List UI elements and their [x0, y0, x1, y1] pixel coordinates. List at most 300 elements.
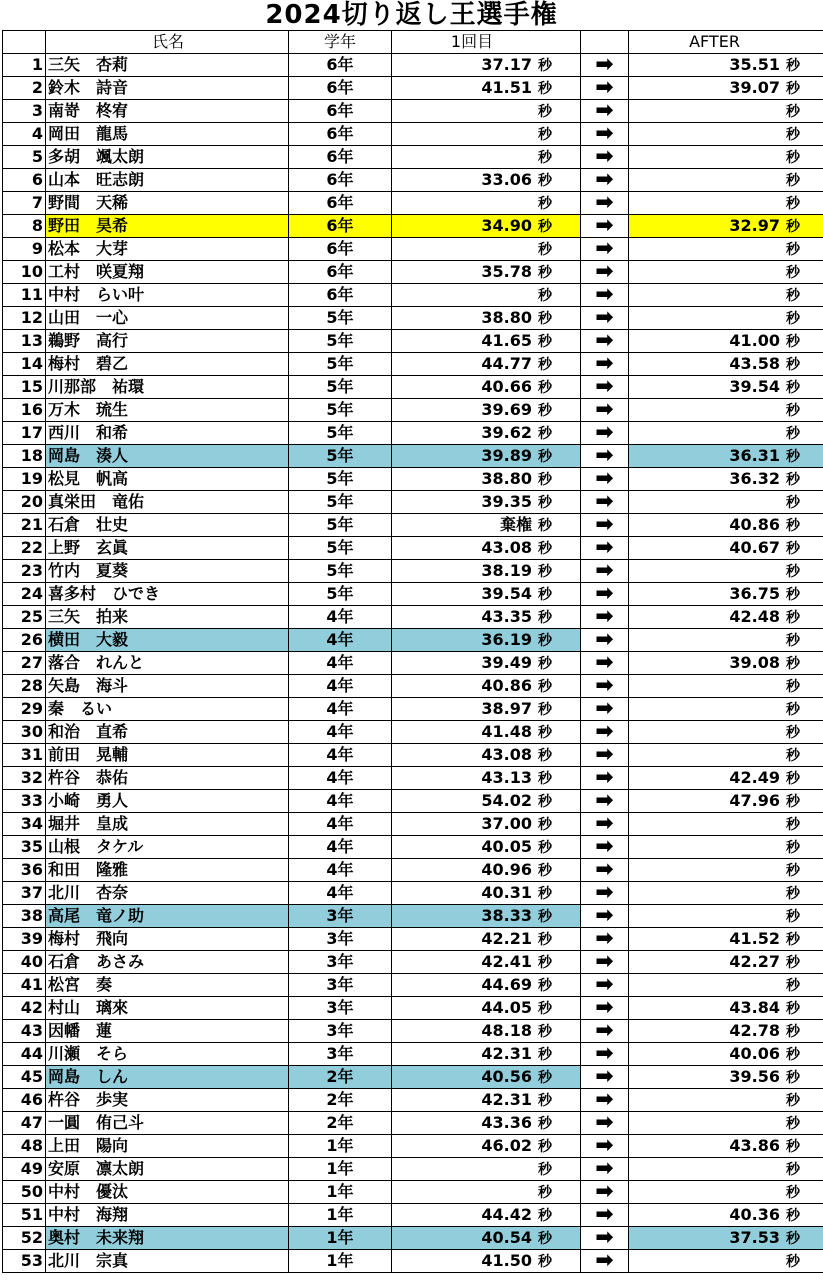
grade-cell: 4年	[289, 790, 392, 813]
arrow-icon: ➡	[581, 215, 629, 238]
first-time-value: 54.02	[481, 790, 532, 810]
arrow-icon: ➡	[581, 974, 629, 997]
athlete-name: 野田 昊希	[46, 215, 289, 238]
table-row	[3, 146, 823, 169]
seconds-unit: 秒	[786, 310, 800, 327]
athlete-name: 村山 璃來	[46, 997, 289, 1020]
after-time-value: 40.67	[729, 537, 780, 557]
row-number: 53	[3, 1250, 46, 1273]
table-row	[3, 905, 823, 928]
first-time-value: 40.54	[481, 1227, 532, 1247]
first-time-cell	[392, 928, 581, 951]
seconds-unit: 秒	[538, 517, 552, 534]
after-time-cell	[629, 1066, 823, 1089]
grade-cell: 5年	[289, 353, 392, 376]
table-row	[3, 468, 823, 491]
seconds-unit: 秒	[786, 1230, 800, 1247]
seconds-unit: 秒	[538, 310, 552, 327]
after-time-cell	[629, 1181, 823, 1204]
arrow-icon: ➡	[581, 100, 629, 123]
seconds-unit: 秒	[786, 425, 800, 442]
after-time-cell	[629, 537, 823, 560]
after-time-cell	[629, 215, 823, 238]
first-time-cell	[392, 445, 581, 468]
arrow-icon: ➡	[581, 675, 629, 698]
first-time-cell	[392, 813, 581, 836]
after-time-cell	[629, 353, 823, 376]
first-time-value: 35.78	[481, 261, 532, 281]
first-time-cell	[392, 77, 581, 100]
after-time-value: 39.54	[729, 376, 780, 396]
after-time-cell	[629, 1020, 823, 1043]
seconds-unit: 秒	[538, 885, 552, 902]
table-row	[3, 629, 823, 652]
grade-cell: 5年	[289, 307, 392, 330]
table-row	[3, 1020, 823, 1043]
athlete-name: 堀井 皇成	[46, 813, 289, 836]
row-number: 23	[3, 560, 46, 583]
row-number: 30	[3, 721, 46, 744]
athlete-name: 上田 陽向	[46, 1135, 289, 1158]
results-table	[2, 30, 823, 1273]
after-time-cell	[629, 77, 823, 100]
seconds-unit: 秒	[538, 241, 552, 258]
seconds-unit: 秒	[786, 356, 800, 373]
seconds-unit: 秒	[786, 816, 800, 833]
first-time-cell	[392, 1112, 581, 1135]
first-time-value: 42.41	[481, 951, 532, 971]
arrow-icon: ➡	[581, 123, 629, 146]
grade-cell: 1年	[289, 1227, 392, 1250]
after-time-cell	[629, 767, 823, 790]
arrow-icon: ➡	[581, 629, 629, 652]
arrow-icon: ➡	[581, 1020, 629, 1043]
first-time-cell	[392, 905, 581, 928]
first-time-value: 40.31	[481, 882, 532, 902]
arrow-icon: ➡	[581, 767, 629, 790]
seconds-unit: 秒	[786, 195, 800, 212]
grade-cell: 2年	[289, 1066, 392, 1089]
after-time-value: 36.31	[729, 445, 780, 465]
seconds-unit: 秒	[786, 747, 800, 764]
first-time-value: 39.69	[481, 399, 532, 419]
seconds-unit: 秒	[538, 333, 552, 350]
athlete-name: 山田 一心	[46, 307, 289, 330]
grade-cell: 1年	[289, 1250, 392, 1273]
after-time-cell	[629, 284, 823, 307]
first-time-value: 39.35	[481, 491, 532, 511]
arrow-icon: ➡	[581, 1158, 629, 1181]
row-number: 51	[3, 1204, 46, 1227]
athlete-name: 山本 旺志朗	[46, 169, 289, 192]
seconds-unit: 秒	[538, 678, 552, 695]
first-time-value: 44.05	[481, 997, 532, 1017]
athlete-name: 因幡 蓮	[46, 1020, 289, 1043]
first-time-cell	[392, 882, 581, 905]
grade-cell: 6年	[289, 54, 392, 77]
table-row	[3, 491, 823, 514]
first-time-value: 33.06	[481, 169, 532, 189]
after-time-cell	[629, 560, 823, 583]
arrow-icon: ➡	[581, 1112, 629, 1135]
first-time-cell	[392, 629, 581, 652]
athlete-name: 中村 優汰	[46, 1181, 289, 1204]
row-number: 49	[3, 1158, 46, 1181]
seconds-unit: 秒	[538, 494, 552, 511]
grade-cell: 6年	[289, 123, 392, 146]
first-time-value: 43.08	[481, 537, 532, 557]
arrow-icon: ➡	[581, 652, 629, 675]
grade-cell: 4年	[289, 859, 392, 882]
seconds-unit: 秒	[786, 586, 800, 603]
grade-cell: 5年	[289, 514, 392, 537]
arrow-icon: ➡	[581, 744, 629, 767]
arrow-icon: ➡	[581, 422, 629, 445]
header-no	[3, 31, 46, 54]
first-time-cell	[392, 54, 581, 77]
athlete-name: 中村 海翔	[46, 1204, 289, 1227]
first-time-cell	[392, 1043, 581, 1066]
seconds-unit: 秒	[786, 517, 800, 534]
row-number: 45	[3, 1066, 46, 1089]
arrow-icon: ➡	[581, 514, 629, 537]
athlete-name: 岡島 しん	[46, 1066, 289, 1089]
arrow-icon: ➡	[581, 905, 629, 928]
first-time-value: 37.00	[481, 813, 532, 833]
seconds-unit: 秒	[786, 379, 800, 396]
athlete-name: 和田 隆雅	[46, 859, 289, 882]
athlete-name: 鈴木 詩音	[46, 77, 289, 100]
arrow-icon: ➡	[581, 1089, 629, 1112]
row-number: 41	[3, 974, 46, 997]
row-number: 47	[3, 1112, 46, 1135]
after-time-value: 36.32	[729, 468, 780, 488]
seconds-unit: 秒	[538, 80, 552, 97]
row-number: 22	[3, 537, 46, 560]
arrow-icon: ➡	[581, 399, 629, 422]
seconds-unit: 秒	[786, 862, 800, 879]
athlete-name: 梅村 碧乙	[46, 353, 289, 376]
table-row	[3, 1135, 823, 1158]
first-time-cell	[392, 1089, 581, 1112]
table-row	[3, 836, 823, 859]
first-time-cell	[392, 330, 581, 353]
arrow-icon: ➡	[581, 1227, 629, 1250]
seconds-unit: 秒	[786, 885, 800, 902]
seconds-unit: 秒	[786, 1138, 800, 1155]
arrow-icon: ➡	[581, 1043, 629, 1066]
first-time-value: 棄権	[499, 514, 532, 534]
after-time-cell	[629, 882, 823, 905]
row-number: 3	[3, 100, 46, 123]
after-time-cell	[629, 951, 823, 974]
seconds-unit: 秒	[786, 839, 800, 856]
grade-cell: 1年	[289, 1204, 392, 1227]
seconds-unit: 秒	[538, 1253, 552, 1270]
after-time-cell	[629, 169, 823, 192]
after-time-cell	[629, 100, 823, 123]
seconds-unit: 秒	[786, 1069, 800, 1086]
athlete-name: 多胡 颯太朗	[46, 146, 289, 169]
first-time-cell	[392, 560, 581, 583]
athlete-name: 中村 らい叶	[46, 284, 289, 307]
seconds-unit: 秒	[538, 839, 552, 856]
first-time-value: 44.77	[481, 353, 532, 373]
athlete-name: 真栄田 竜佑	[46, 491, 289, 514]
seconds-unit: 秒	[786, 287, 800, 304]
seconds-unit: 秒	[538, 1161, 552, 1178]
after-time-value: 42.27	[729, 951, 780, 971]
table-row	[3, 1112, 823, 1135]
header-first: 1回目	[392, 31, 581, 54]
header-name: 氏名	[46, 31, 289, 54]
after-time-cell	[629, 514, 823, 537]
row-number: 21	[3, 514, 46, 537]
grade-cell: 1年	[289, 1158, 392, 1181]
first-time-value: 38.80	[481, 307, 532, 327]
seconds-unit: 秒	[538, 195, 552, 212]
seconds-unit: 秒	[786, 908, 800, 925]
table-row	[3, 813, 823, 836]
seconds-unit: 秒	[538, 448, 552, 465]
after-time-value: 36.75	[729, 583, 780, 603]
athlete-name: 秦 るい	[46, 698, 289, 721]
first-time-value: 43.36	[481, 1112, 532, 1132]
first-time-value: 42.31	[481, 1043, 532, 1063]
arrow-icon: ➡	[581, 951, 629, 974]
first-time-cell	[392, 169, 581, 192]
after-time-value: 43.86	[729, 1135, 780, 1155]
seconds-unit: 秒	[538, 1069, 552, 1086]
after-time-value: 35.51	[729, 54, 780, 74]
row-number: 13	[3, 330, 46, 353]
seconds-unit: 秒	[786, 1161, 800, 1178]
seconds-unit: 秒	[538, 1115, 552, 1132]
seconds-unit: 秒	[786, 1184, 800, 1201]
after-time-cell	[629, 1135, 823, 1158]
table-row	[3, 192, 823, 215]
seconds-unit: 秒	[786, 264, 800, 281]
after-time-value: 42.48	[729, 606, 780, 626]
after-time-cell	[629, 813, 823, 836]
first-time-cell	[392, 261, 581, 284]
first-time-value: 37.17	[481, 54, 532, 74]
seconds-unit: 秒	[538, 1184, 552, 1201]
after-time-cell	[629, 54, 823, 77]
after-time-cell	[629, 1250, 823, 1273]
seconds-unit: 秒	[786, 1046, 800, 1063]
grade-cell: 2年	[289, 1112, 392, 1135]
after-time-value: 43.84	[729, 997, 780, 1017]
arrow-icon: ➡	[581, 583, 629, 606]
table-row	[3, 261, 823, 284]
first-time-cell	[392, 767, 581, 790]
after-time-cell	[629, 1043, 823, 1066]
seconds-unit: 秒	[786, 218, 800, 235]
after-time-value: 32.97	[729, 215, 780, 235]
first-time-cell	[392, 1135, 581, 1158]
seconds-unit: 秒	[538, 793, 552, 810]
seconds-unit: 秒	[786, 1115, 800, 1132]
after-time-value: 39.08	[729, 652, 780, 672]
table-row	[3, 307, 823, 330]
first-time-value: 39.89	[481, 445, 532, 465]
table-row	[3, 376, 823, 399]
first-time-cell	[392, 1158, 581, 1181]
page-title: 2024切り返し王選手権	[265, 0, 558, 30]
first-time-cell	[392, 974, 581, 997]
first-time-cell	[392, 1227, 581, 1250]
seconds-unit: 秒	[538, 287, 552, 304]
arrow-icon: ➡	[581, 468, 629, 491]
after-time-cell	[629, 146, 823, 169]
grade-cell: 4年	[289, 721, 392, 744]
after-time-cell	[629, 468, 823, 491]
table-row	[3, 54, 823, 77]
after-time-cell	[629, 974, 823, 997]
seconds-unit: 秒	[538, 356, 552, 373]
first-time-cell	[392, 284, 581, 307]
row-number: 4	[3, 123, 46, 146]
seconds-unit: 秒	[538, 471, 552, 488]
first-time-cell	[392, 307, 581, 330]
row-number: 40	[3, 951, 46, 974]
grade-cell: 1年	[289, 1181, 392, 1204]
after-time-cell	[629, 445, 823, 468]
seconds-unit: 秒	[786, 977, 800, 994]
first-time-cell	[392, 721, 581, 744]
row-number: 37	[3, 882, 46, 905]
after-time-cell	[629, 675, 823, 698]
arrow-icon: ➡	[581, 1204, 629, 1227]
table-row	[3, 790, 823, 813]
grade-cell: 6年	[289, 261, 392, 284]
after-time-cell	[629, 261, 823, 284]
table-row	[3, 514, 823, 537]
seconds-unit: 秒	[786, 448, 800, 465]
seconds-unit: 秒	[538, 563, 552, 580]
grade-cell: 6年	[289, 77, 392, 100]
athlete-name: 松本 大芽	[46, 238, 289, 261]
athlete-name: 竹内 夏葵	[46, 560, 289, 583]
seconds-unit: 秒	[538, 655, 552, 672]
first-time-value: 43.13	[481, 767, 532, 787]
after-time-value: 42.49	[729, 767, 780, 787]
table-row	[3, 767, 823, 790]
grade-cell: 5年	[289, 537, 392, 560]
seconds-unit: 秒	[538, 172, 552, 189]
first-time-cell	[392, 376, 581, 399]
header-after: AFTER	[629, 31, 823, 54]
seconds-unit: 秒	[538, 977, 552, 994]
table-row	[3, 652, 823, 675]
after-time-value: 42.78	[729, 1020, 780, 1040]
after-time-cell	[629, 583, 823, 606]
first-time-cell	[392, 951, 581, 974]
seconds-unit: 秒	[786, 1253, 800, 1270]
arrow-icon: ➡	[581, 836, 629, 859]
first-time-cell	[392, 836, 581, 859]
arrow-icon: ➡	[581, 928, 629, 951]
first-time-value: 41.65	[481, 330, 532, 350]
seconds-unit: 秒	[538, 218, 552, 235]
after-time-cell	[629, 192, 823, 215]
after-time-value: 43.58	[729, 353, 780, 373]
row-number: 11	[3, 284, 46, 307]
after-time-cell	[629, 330, 823, 353]
first-time-value: 44.69	[481, 974, 532, 994]
row-number: 31	[3, 744, 46, 767]
athlete-name: 前田 晃輔	[46, 744, 289, 767]
grade-cell: 4年	[289, 629, 392, 652]
grade-cell: 4年	[289, 836, 392, 859]
seconds-unit: 秒	[538, 1207, 552, 1224]
row-number: 50	[3, 1181, 46, 1204]
grade-cell: 6年	[289, 169, 392, 192]
arrow-icon: ➡	[581, 169, 629, 192]
table-row	[3, 859, 823, 882]
arrow-icon: ➡	[581, 307, 629, 330]
seconds-unit: 秒	[786, 333, 800, 350]
seconds-unit: 秒	[538, 1230, 552, 1247]
first-time-value: 36.19	[481, 629, 532, 649]
after-time-value: 37.53	[729, 1227, 780, 1247]
seconds-unit: 秒	[786, 954, 800, 971]
row-number: 15	[3, 376, 46, 399]
athlete-name: 西川 和希	[46, 422, 289, 445]
after-time-cell	[629, 123, 823, 146]
athlete-name: 松宮 奏	[46, 974, 289, 997]
grade-cell: 3年	[289, 1043, 392, 1066]
row-number: 18	[3, 445, 46, 468]
table-row	[3, 1204, 823, 1227]
seconds-unit: 秒	[786, 1207, 800, 1224]
first-time-cell	[392, 1204, 581, 1227]
seconds-unit: 秒	[786, 57, 800, 74]
athlete-name: 奥村 未来翔	[46, 1227, 289, 1250]
first-time-cell	[392, 100, 581, 123]
first-time-cell	[392, 997, 581, 1020]
first-time-cell	[392, 399, 581, 422]
athlete-name: 野間 天稀	[46, 192, 289, 215]
arrow-icon: ➡	[581, 997, 629, 1020]
row-number: 10	[3, 261, 46, 284]
grade-cell: 3年	[289, 905, 392, 928]
first-time-value: 40.86	[481, 675, 532, 695]
after-time-cell	[629, 491, 823, 514]
athlete-name: 横田 大毅	[46, 629, 289, 652]
first-time-value: 38.80	[481, 468, 532, 488]
seconds-unit: 秒	[786, 126, 800, 143]
athlete-name: 岡田 龍馬	[46, 123, 289, 146]
first-time-value: 42.21	[481, 928, 532, 948]
row-number: 19	[3, 468, 46, 491]
first-time-cell	[392, 491, 581, 514]
seconds-unit: 秒	[538, 954, 552, 971]
arrow-icon: ➡	[581, 376, 629, 399]
table-row	[3, 215, 823, 238]
grade-cell: 6年	[289, 238, 392, 261]
seconds-unit: 秒	[786, 80, 800, 97]
first-time-value: 39.54	[481, 583, 532, 603]
arrow-icon: ➡	[581, 261, 629, 284]
first-time-value: 41.50	[481, 1250, 532, 1270]
arrow-icon: ➡	[581, 491, 629, 514]
first-time-cell	[392, 744, 581, 767]
row-number: 34	[3, 813, 46, 836]
row-number: 43	[3, 1020, 46, 1043]
seconds-unit: 秒	[538, 632, 552, 649]
